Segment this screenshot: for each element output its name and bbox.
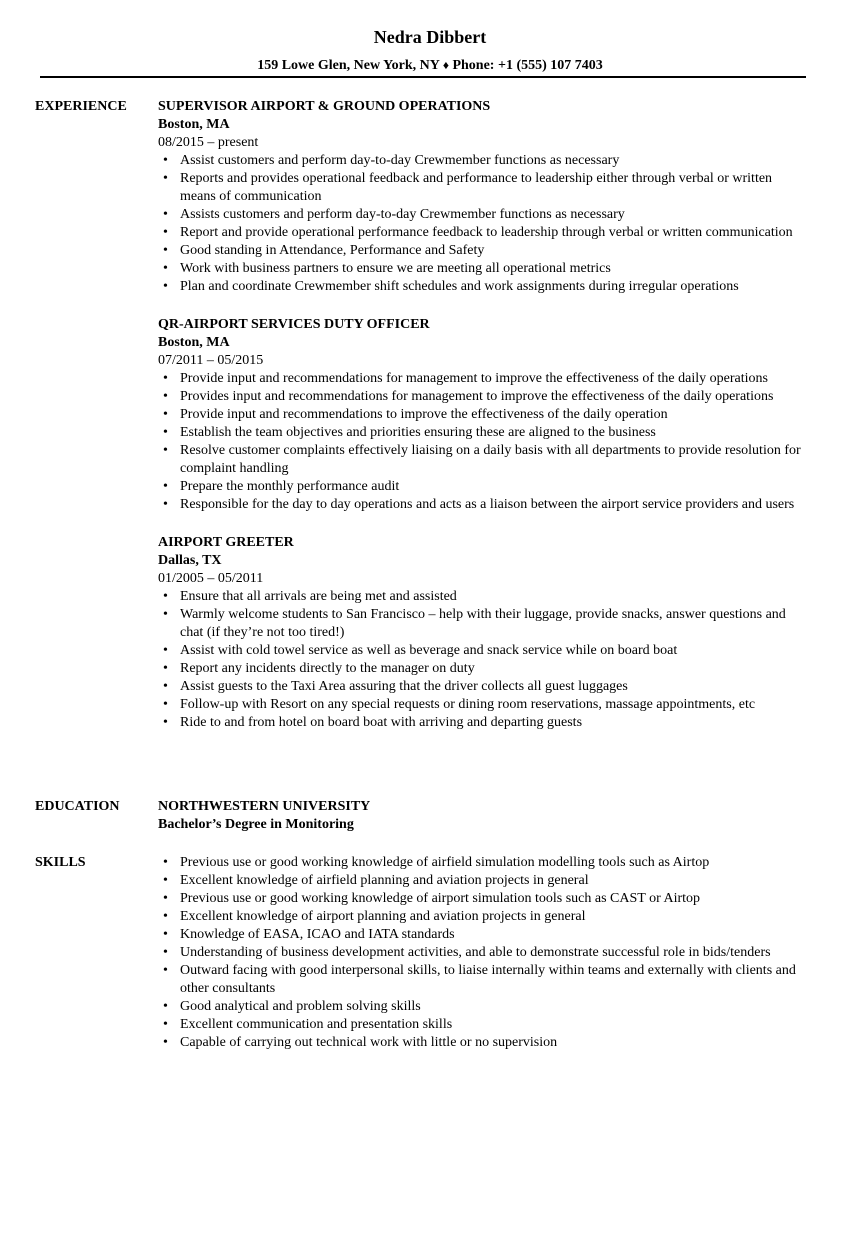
- list-item: • Previous use or good working knowledge of airfield simulation modelling tools such as Airtop: [158, 854, 810, 872]
- list-item: • Prepare the monthly performance audit: [158, 478, 810, 496]
- job-location: Boston, MA: [158, 335, 230, 350]
- list-item: • Excellent communication and presentation skills: [158, 1016, 810, 1034]
- list-item: • Report any incidents directly to the manager on duty: [158, 660, 810, 678]
- skills-body: [158, 854, 810, 1052]
- job-dates: 07/2011 – 05/2015: [158, 353, 264, 368]
- list-item: • Provide input and recommendations for management to improve the effectiveness of the daily operations: [158, 370, 810, 388]
- list-item: • Resolve customer complaints effectively liaising on a daily basis with all departments to provide resolution for complaint handling: [158, 442, 810, 478]
- list-item: • Outward facing with good interpersonal skills, to liaise internally within teams and externally with clients and other consultants: [158, 962, 810, 998]
- header-divider: [40, 76, 806, 78]
- list-item: • Follow-up with Resort on any special requests or dining room reservations, massage appointments, etc: [158, 696, 810, 714]
- degree: Bachelor’s Degree in Monitoring: [158, 817, 354, 832]
- phone: Phone: +1 (555) 107 7403: [452, 58, 603, 73]
- job-bullets: [158, 370, 810, 514]
- job-title: SUPERVISOR AIRPORT & GROUND OPERATIONS: [158, 99, 491, 114]
- job-title: QR-AIRPORT SERVICES DUTY OFFICER: [158, 317, 430, 332]
- candidate-name: Nedra Dibbert: [373, 27, 487, 47]
- job-title: AIRPORT GREETER: [158, 535, 294, 550]
- list-item: • Report and provide operational performance feedback to leadership through verbal or written communication: [158, 224, 810, 242]
- education-body: [158, 798, 810, 834]
- resume-header: [0, 0, 860, 75]
- list-item: • Excellent knowledge of airport planning and aviation projects in general: [158, 908, 810, 926]
- job-dates: 01/2005 – 05/2011: [158, 571, 264, 586]
- list-item: • Previous use or good working knowledge of airport simulation tools such as CAST or Airtop: [158, 890, 810, 908]
- list-item: • Excellent knowledge of airfield planning and aviation projects in general: [158, 872, 810, 890]
- job-bullets: [158, 588, 810, 732]
- job-location: Boston, MA: [158, 117, 230, 132]
- list-item: • Plan and coordinate Crewmember shift schedules and work assignments during irregular operations: [158, 278, 810, 296]
- list-item: • Ride to and from hotel on board boat with arriving and departing guests: [158, 714, 810, 732]
- list-item: • Reports and provides operational feedback and performance to leadership either through verbal or written means of communication: [158, 170, 810, 206]
- job-entry: [158, 98, 810, 296]
- list-item: • Knowledge of EASA, ICAO and IATA standards: [158, 926, 810, 944]
- list-item: • Good analytical and problem solving skills: [158, 998, 810, 1016]
- job-entry: [158, 316, 810, 514]
- list-item: • Provides input and recommendations for management to improve the effectiveness of the daily operations: [158, 388, 810, 406]
- address: 159 Lowe Glen, New York, NY: [257, 58, 440, 73]
- job-location: Dallas, TX: [158, 553, 222, 568]
- experience-label: EXPERIENCE: [35, 99, 127, 114]
- job-dates: 08/2015 – present: [158, 135, 259, 150]
- job-bullets: [158, 152, 810, 296]
- list-item: • Work with business partners to ensure we are meeting all operational metrics: [158, 260, 810, 278]
- list-item: • Establish the team objectives and priorities ensuring these are aligned to the business: [158, 424, 810, 442]
- list-item: • Assist guests to the Taxi Area assuring that the driver collects all guest luggages: [158, 678, 810, 696]
- job-entry: [158, 534, 810, 732]
- diamond-separator-icon: ♦: [442, 58, 449, 72]
- list-item: • Good standing in Attendance, Performance and Safety: [158, 242, 810, 260]
- list-item: • Warmly welcome students to San Francisco – help with their luggage, provide snacks, answer questions and chat (if they’re not too tired!): [158, 606, 810, 642]
- list-item: • Ensure that all arrivals are being met and assisted: [158, 588, 810, 606]
- list-item: • Assist with cold towel service as well as beverage and snack service while on board boat: [158, 642, 810, 660]
- skills-list: [158, 854, 810, 1052]
- experience-body: [158, 98, 810, 752]
- list-item: • Responsible for the day to day operations and acts as a liaison between the airport service providers and users: [158, 496, 810, 514]
- school-name: NORTHWESTERN UNIVERSITY: [158, 799, 371, 814]
- list-item: • Provide input and recommendations to improve the effectiveness of the daily operation: [158, 406, 810, 424]
- list-item: • Capable of carrying out technical work with little or no supervision: [158, 1034, 810, 1052]
- education-label: EDUCATION: [35, 799, 120, 814]
- list-item: • Assist customers and perform day-to-day Crewmember functions as necessary: [158, 152, 810, 170]
- list-item: • Understanding of business development activities, and able to demonstrate successful role in bids/tenders: [158, 944, 810, 962]
- skills-label: SKILLS: [35, 855, 86, 870]
- contact-line: [0, 56, 860, 75]
- list-item: • Assists customers and perform day-to-day Crewmember functions as necessary: [158, 206, 810, 224]
